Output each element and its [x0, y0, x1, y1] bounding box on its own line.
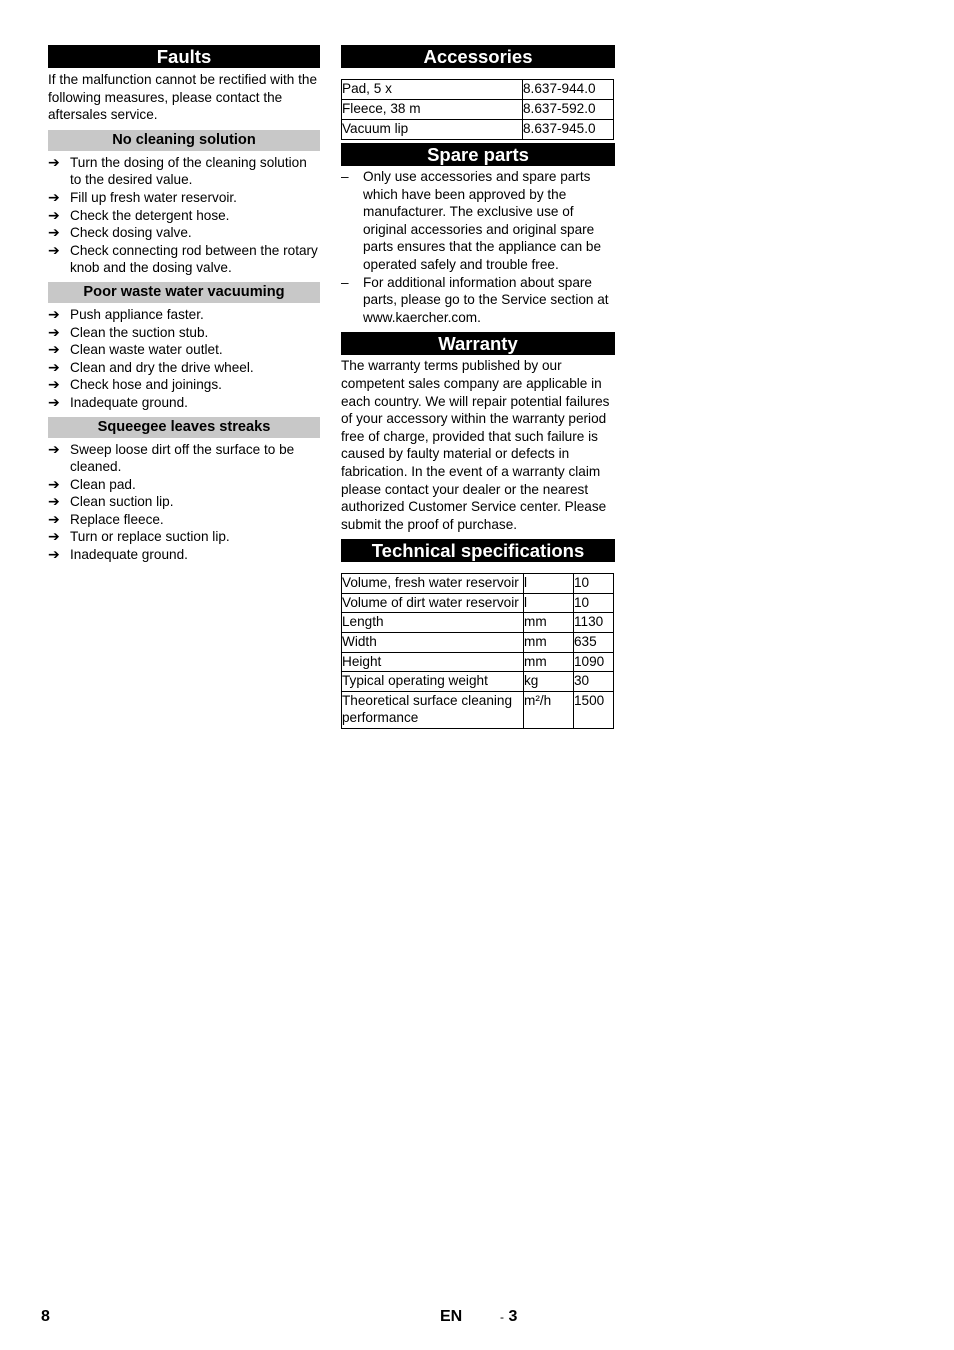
no-cleaning-solution-heading: No cleaning solution	[48, 130, 320, 151]
table-row	[342, 672, 614, 692]
spec-unit: l	[524, 593, 574, 613]
accessory-part-number: 8.637-592.0	[523, 100, 614, 120]
no-cleaning-solution-list	[48, 154, 320, 277]
spec-value: 30	[574, 672, 614, 692]
table-row	[342, 80, 614, 100]
list-item: ➔ Inadequate ground.	[48, 546, 188, 563]
warranty-heading: Warranty	[341, 332, 615, 355]
table-row	[342, 691, 614, 728]
accessory-part-number: 8.637-945.0	[523, 120, 614, 140]
list-item: ➔ Sweep loose dirt off the surface to be cleaned.	[48, 440, 295, 475]
list-item: ➔ Fill up fresh water reservoir.	[48, 188, 237, 205]
spec-value: 1090	[574, 652, 614, 672]
list-item: ➔ Turn the dosing of the cleaning solution to the desired value.	[48, 153, 307, 188]
arrow-right-icon: ➔	[48, 510, 60, 527]
spec-label: Length	[342, 613, 524, 633]
table-row	[342, 593, 614, 613]
spec-unit: kg	[524, 672, 574, 692]
squeegee-leaves-streaks-list	[48, 441, 320, 564]
poor-waste-water-vacuuming-heading: Poor waste water vacuuming	[48, 282, 320, 303]
table-row	[342, 574, 614, 594]
list-item: ➔ Inadequate ground.	[48, 393, 188, 410]
accessory-name: Pad, 5 x	[342, 80, 523, 100]
list-item: ➔ Clean suction lip.	[48, 493, 174, 510]
arrow-right-icon: ➔	[48, 305, 60, 322]
spec-unit: mm	[524, 633, 574, 653]
list-item: ➔ Push appliance faster.	[48, 305, 204, 322]
arrow-right-icon: ➔	[48, 393, 60, 410]
arrow-right-icon: ➔	[48, 188, 60, 205]
arrow-right-icon: ➔	[48, 224, 60, 241]
spec-label: Width	[342, 633, 524, 653]
list-item: ➔ Clean pad.	[48, 475, 136, 492]
table-row	[342, 652, 614, 672]
accessories-heading: Accessories	[341, 45, 615, 68]
spare-parts-list	[341, 168, 615, 326]
right-column	[341, 45, 615, 729]
list-item: ➔ Clean and dry the drive wheel.	[48, 358, 254, 375]
spec-value: 10	[574, 574, 614, 594]
arrow-right-icon: ➔	[48, 153, 60, 170]
list-item: – Only use accessories and spare parts which have been approved by the manufacturer. The exclusive use of original accessories and original spare parts ensures that the appliance can be operated safely and trouble free.	[341, 169, 602, 272]
language-page-dash: -	[500, 1310, 504, 1324]
spec-unit: mm	[524, 652, 574, 672]
list-item: ➔ Check the detergent hose.	[48, 206, 230, 223]
spec-label: Height	[342, 652, 524, 672]
arrow-right-icon: ➔	[48, 376, 60, 393]
list-item: ➔ Clean the suction stub.	[48, 323, 209, 340]
spec-unit: l	[524, 574, 574, 594]
faults-intro: If the malfunction cannot be rectified with the following measures, please contact the aftersales service.	[48, 72, 318, 123]
accessories-table	[341, 79, 614, 140]
list-item: ➔ Check dosing valve.	[48, 224, 192, 241]
page-number: 8	[41, 1308, 50, 1325]
arrow-right-icon: ➔	[48, 440, 60, 457]
dash-bullet-icon: –	[341, 274, 349, 290]
table-row	[342, 100, 614, 120]
spare-parts-heading: Spare parts	[341, 143, 615, 166]
squeegee-leaves-streaks-heading: Squeegee leaves streaks	[48, 417, 320, 438]
list-item: ➔ Clean waste water outlet.	[48, 341, 223, 358]
spec-value: 10	[574, 593, 614, 613]
dash-bullet-icon: –	[341, 169, 349, 184]
spec-unit: m²/h	[524, 691, 574, 728]
accessory-part-number: 8.637-944.0	[523, 80, 614, 100]
faults-heading: Faults	[48, 45, 320, 68]
table-row	[342, 613, 614, 633]
list-item: ➔ Check connecting rod between the rotary knob and the dosing valve.	[48, 241, 318, 276]
arrow-right-icon: ➔	[48, 493, 60, 510]
arrow-right-icon: ➔	[48, 241, 60, 258]
list-item: ➔ Replace fleece.	[48, 510, 164, 527]
spec-label: Volume of dirt water reservoir	[342, 593, 524, 613]
spec-unit: mm	[524, 613, 574, 633]
technical-specifications-table	[341, 573, 614, 729]
spec-value: 1500	[574, 691, 614, 728]
language-page-number	[500, 1308, 517, 1327]
arrow-right-icon: ➔	[48, 546, 60, 563]
poor-waste-water-vacuuming-list	[48, 306, 320, 412]
table-row	[342, 633, 614, 653]
list-item: – For additional information about spare parts, please go to the Service section at www.kaercher.com.	[341, 274, 609, 325]
accessory-name: Vacuum lip	[342, 120, 523, 140]
arrow-right-icon: ➔	[48, 206, 60, 223]
technical-specifications-heading: Technical specifications	[341, 539, 615, 562]
left-column	[48, 45, 320, 569]
language-page-value: 3	[508, 1308, 518, 1325]
spec-label: Typical operating weight	[342, 672, 524, 692]
spec-value: 635	[574, 633, 614, 653]
arrow-right-icon: ➔	[48, 323, 60, 340]
list-item: ➔ Turn or replace suction lip.	[48, 528, 230, 545]
spec-label: Theoretical surface cleaning performance	[342, 691, 524, 728]
arrow-right-icon: ➔	[48, 528, 60, 545]
arrow-right-icon: ➔	[48, 475, 60, 492]
warranty-text: The warranty terms published by our competent sales company are applicable in each country. We will repair potential failures of your accessory within the warranty period free of charge, provided that such failure is caused by faulty material or defects in fabrication. In the event of a warranty claim please contact your dealer or the nearest authorized Customer Service center. Please submit the proof of purchase.	[341, 358, 610, 532]
language-code: EN	[440, 1308, 463, 1325]
arrow-right-icon: ➔	[48, 358, 60, 375]
spec-label: Volume, fresh water reservoir	[342, 574, 524, 594]
arrow-right-icon: ➔	[48, 341, 60, 358]
spec-value: 1130	[574, 613, 614, 633]
list-item: ➔ Check hose and joinings.	[48, 376, 222, 393]
accessory-name: Fleece, 38 m	[342, 100, 523, 120]
table-row	[342, 120, 614, 140]
